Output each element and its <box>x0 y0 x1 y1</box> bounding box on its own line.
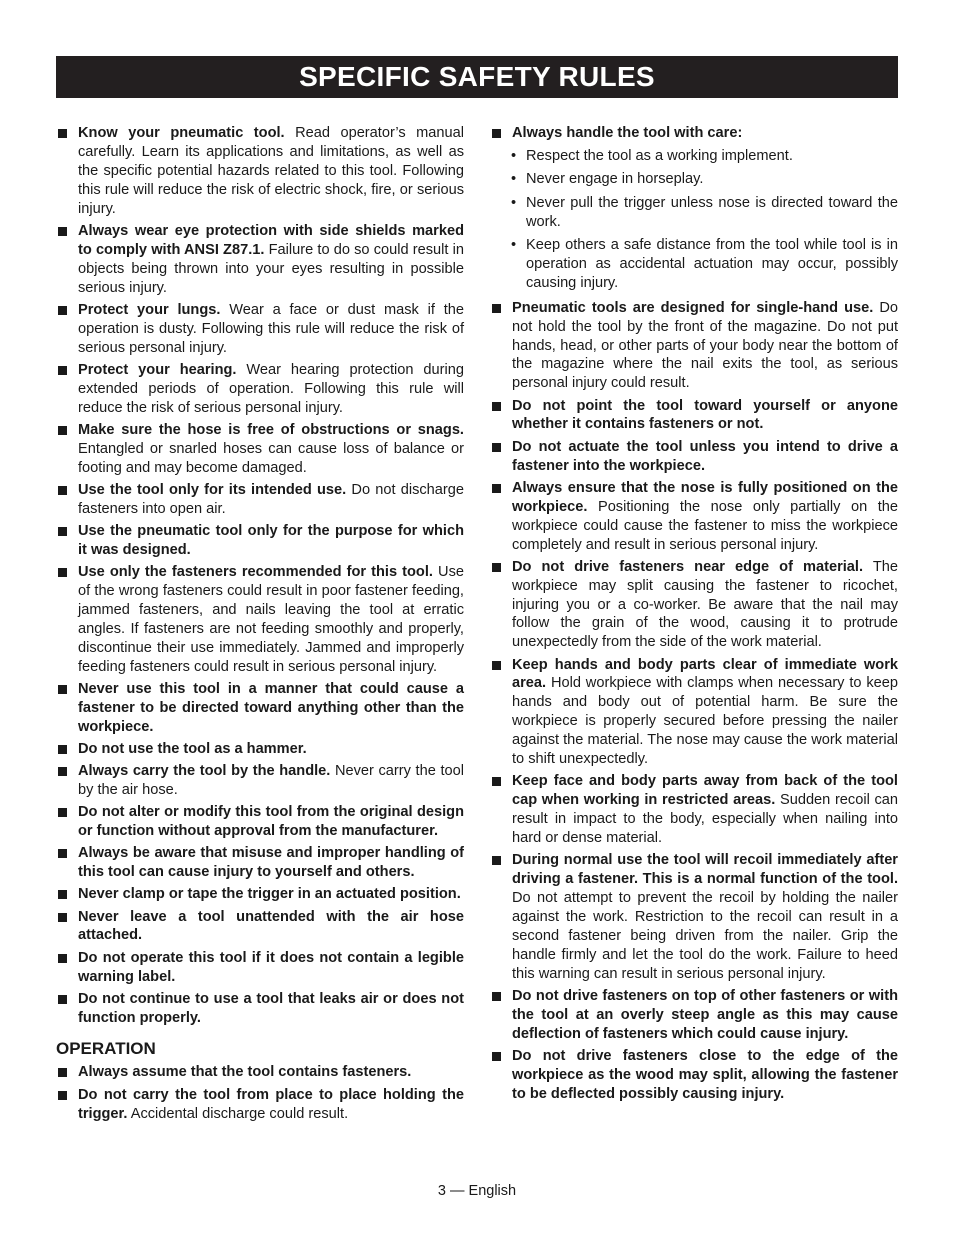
square-bullet-icon <box>58 995 67 1004</box>
safety-rules-list-left <box>56 124 464 1028</box>
rule-heading: Never leave a tool unattended with the air hose attached. <box>78 908 464 944</box>
rule-heading: Make sure the hose is free of obstructions or snags. <box>78 421 464 438</box>
square-bullet-icon <box>492 661 501 670</box>
rule-heading: Use the pneumatic tool only for the purpose for which it was designed. <box>78 522 464 558</box>
rule-item <box>490 397 898 435</box>
sub-list-item <box>490 194 898 232</box>
rule-item <box>56 301 464 358</box>
square-bullet-icon <box>58 808 67 817</box>
rule-item <box>490 656 898 769</box>
rule-item <box>490 124 898 143</box>
rule-item <box>56 844 464 882</box>
rule-heading: Always be aware that misuse and improper handling of this tool can cause injury to yourself and others. <box>78 845 464 881</box>
rule-text: Do not attempt to prevent the recoil by holding the nailer against the work. Restriction to the recoil can result in a second fastener being driven from the nailer. Grip the handle firmly and let the tool do the work. Failure to heed this warning can result in serious personal injury. <box>512 890 898 982</box>
sub-list-item <box>490 236 898 293</box>
rule-text: Sudden recoil can result in impact to the body, especially when nailing into hard or dense material. <box>512 792 898 846</box>
rule-heading: Do not point the tool toward yourself or anyone whether it contains fasteners or not. <box>512 397 898 433</box>
square-bullet-icon <box>492 484 501 493</box>
rule-heading: Always assume that the tool contains fasteners. <box>78 1064 412 1081</box>
rule-heading: Protect your hearing. <box>78 361 237 378</box>
rule-text: Wear a face or dust mask if the operation is dusty. Following this rule will reduce the risk of serious personal injury. <box>78 301 464 356</box>
rule-item <box>56 908 464 946</box>
rule-heading: Protect your lungs. <box>78 301 221 318</box>
rule-heading: Always carry the tool by the handle. <box>78 762 331 779</box>
operation-rules-list <box>56 1063 464 1123</box>
rule-text: Do not hold the tool by the front of the magazine. Do not put hands, head, or other parts of your body near the bottom of the magazine where the nail exits the tool, as serious personal injury could result. <box>512 299 898 392</box>
rule-heading: Do not use the tool as a hammer. <box>78 740 307 757</box>
square-bullet-icon <box>58 913 67 922</box>
dot-bullet-icon: • <box>511 194 517 211</box>
rule-item <box>56 990 464 1028</box>
handle-with-care-bullets <box>490 147 898 293</box>
square-bullet-icon <box>492 443 501 452</box>
rule-item <box>490 558 898 653</box>
rule-item <box>56 885 464 904</box>
rule-item <box>56 1086 464 1124</box>
square-bullet-icon <box>492 402 501 411</box>
rule-heading: Never use this tool in a manner that could cause a fastener to be directed toward anything other than the workpiece. <box>78 680 464 735</box>
rule-item <box>490 851 898 983</box>
rule-heading: Always ensure that the nose is fully positioned on the workpiece. <box>512 479 898 515</box>
rule-heading: Always wear eye protection with side shields marked to comply with ANSI Z87.1. <box>78 222 464 258</box>
rule-item <box>56 563 464 676</box>
square-bullet-icon <box>58 486 67 495</box>
rule-item <box>490 772 898 848</box>
square-bullet-icon <box>58 1091 67 1100</box>
rule-item <box>490 1047 898 1104</box>
operation-heading: OPERATION <box>56 1038 156 1058</box>
square-bullet-icon <box>492 992 501 1001</box>
rule-text: The workpiece may split causing the fastener to ricochet, injuring you or a co-worker. Be aware that the nail may follow the grain of the wood, causing it to protrude unexpectedly from the side of the work material. <box>512 558 898 651</box>
rule-heading: Know your pneumatic tool. <box>78 125 285 141</box>
sub-list-text: Never pull the trigger unless nose is directed toward the work. <box>526 194 898 230</box>
square-bullet-icon <box>58 306 67 315</box>
left-column <box>56 124 464 1127</box>
rule-item <box>490 438 898 476</box>
square-bullet-icon <box>58 685 67 694</box>
rule-item <box>56 361 464 418</box>
rule-text: Do not discharge fasteners into open air. <box>78 481 465 517</box>
handle-with-care-item <box>490 124 898 143</box>
rule-heading: Do not actuate the tool unless you intend to drive a fastener into the workpiece. <box>512 438 898 474</box>
square-bullet-icon <box>58 767 67 776</box>
rule-item <box>56 949 464 987</box>
rule-heading: Use the tool only for its intended use. <box>78 481 347 498</box>
rule-item <box>56 222 464 298</box>
rule-heading: Do not continue to use a tool that leaks air or does not function properly. <box>78 990 464 1026</box>
rule-text: Wear hearing protection during extended periods of operation. Following this rule will reduce the risk of serious personal injury. <box>78 361 464 416</box>
rule-heading: Do not drive fasteners close to the edge of the workpiece as the wood may split, allowing the fastener to be deflected possibly causing injury. <box>512 1047 898 1102</box>
square-bullet-icon <box>58 426 67 435</box>
rule-text: Positioning the nose only partially on the workpiece could cause the fastener to miss the workpiece completely and result in serious personal injury. <box>512 498 898 553</box>
square-bullet-icon <box>492 563 501 572</box>
square-bullet-icon <box>492 129 501 138</box>
rule-item <box>56 124 464 219</box>
rule-text: Hold workpiece with clamps when necessary to keep hands and body out of potential harm. Be sure the workpiece is properly secured before pressing the nailer against the material. The nose may cause the work material to shift unexpectedly. <box>512 675 898 768</box>
rule-item <box>56 803 464 841</box>
dot-bullet-icon: • <box>511 147 517 164</box>
rule-heading: Keep hands and body parts clear of immediate work area. <box>512 656 898 692</box>
sub-list-item <box>490 170 898 189</box>
dot-bullet-icon: • <box>511 237 517 254</box>
square-bullet-icon <box>492 304 501 313</box>
square-bullet-icon <box>492 1052 501 1061</box>
square-bullet-icon <box>58 227 67 236</box>
rule-item <box>56 740 464 759</box>
page-footer: 3 — English <box>437 1183 517 1199</box>
rule-text: Failure to do so could result in objects being thrown into your eyes resulting in possible serious injury. <box>78 241 464 296</box>
square-bullet-icon <box>58 527 67 536</box>
square-bullet-icon <box>58 849 67 858</box>
square-bullet-icon <box>58 745 67 754</box>
rule-text: Entangled or snarled hoses can cause loss of balance or footing and may become damaged. <box>78 440 464 476</box>
rule-item <box>56 1063 464 1082</box>
rule-heading: Always handle the tool with care: <box>512 125 743 141</box>
rule-heading: Pneumatic tools are designed for single-hand use. <box>512 299 874 316</box>
square-bullet-icon <box>492 777 501 786</box>
rule-heading: Do not drive fasteners near edge of material. <box>512 558 864 575</box>
rule-heading: Do not carry the tool from place to place holding the trigger. <box>78 1086 464 1122</box>
square-bullet-icon <box>58 568 67 577</box>
sub-list-text: Keep others a safe distance from the tool while tool is in operation as accidental actuation may occur, possibly causing injury. <box>526 237 898 291</box>
rule-item <box>490 987 898 1044</box>
rule-item <box>56 680 464 737</box>
right-column <box>490 124 898 1107</box>
sub-list-item <box>490 147 898 166</box>
page-title: SPECIFIC SAFETY RULES <box>299 61 655 92</box>
rule-item <box>56 762 464 800</box>
rule-item <box>56 522 464 560</box>
square-bullet-icon <box>58 129 67 138</box>
rule-text: Accidental discharge could result. <box>127 1105 349 1122</box>
rule-text: Read operator’s manual carefully. Learn its applications and limitations, as well as the specific potential hazards related to this tool. Following this rule will reduce the risk of electric shock, fire, or serious injury. <box>78 125 464 217</box>
rule-heading: Do not alter or modify this tool from the original design or function without approval from the manufacturer. <box>78 804 464 839</box>
rule-item <box>490 299 898 394</box>
sub-list-text: Never engage in horseplay. <box>526 171 704 188</box>
dot-bullet-icon: • <box>511 171 517 188</box>
rule-item <box>56 421 464 478</box>
title-banner <box>56 56 898 98</box>
rule-heading: Keep face and body parts away from back of the tool cap when working in restricted areas. <box>512 773 898 809</box>
sub-list-text: Respect the tool as a working implement. <box>526 147 793 164</box>
rule-heading: Do not drive fasteners on top of other fasteners or with the tool at an overly steep angle as this may cause deflection of fasteners which could cause injury. <box>512 987 898 1042</box>
rule-item <box>490 479 898 555</box>
rule-heading: During normal use the tool will recoil immediately after driving a fastener. This is a normal function of the tool. <box>512 852 898 888</box>
rule-heading: Do not operate this tool if it does not contain a legible warning label. <box>78 949 464 985</box>
rule-text: Use of the wrong fasteners could result in poor fastener feeding, jammed fasteners, and nails leaving the tool at erratic angles. If fasteners are not feeding smoothly and properly, discontinue their use immediately. Jammed and improperly feeding fasteners could result in serious personal injury. <box>78 564 464 675</box>
square-bullet-icon <box>58 1068 67 1077</box>
rule-heading: Never clamp or tape the trigger in an actuated position. <box>78 886 461 903</box>
square-bullet-icon <box>58 890 67 899</box>
rule-heading: Use only the fasteners recommended for this tool. <box>78 564 433 581</box>
rule-item <box>56 481 464 519</box>
square-bullet-icon <box>58 366 67 375</box>
rule-text: Never carry the tool by the air hose. <box>78 762 464 798</box>
square-bullet-icon <box>58 954 67 963</box>
square-bullet-icon <box>492 856 501 865</box>
safety-rules-list-right <box>490 299 898 1104</box>
